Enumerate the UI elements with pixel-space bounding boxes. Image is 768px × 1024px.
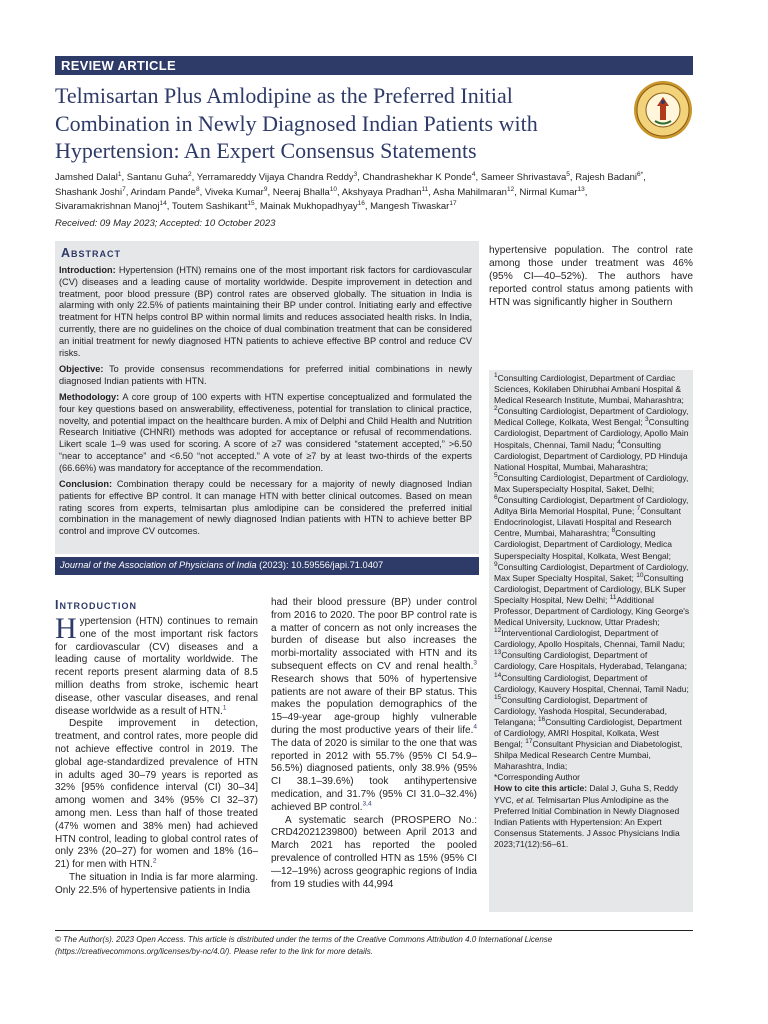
author-entry [273, 187, 337, 198]
how-to-cite [494, 783, 690, 850]
how-to-cite-text: Telmisartan Plus Amlodipine as the Preferred Initial Combination in Newly Diagnosed Indian Patients with Hypertension: An Expert Consensus Statements. J Assoc Physicians India 2023;71(12):56–61. [494, 794, 680, 849]
affiliations [494, 373, 690, 850]
affiliation-number: 16 [537, 716, 546, 724]
how-to-cite-etal: et al. [516, 794, 535, 805]
journal-doi: (2023): 10.59556/japi.71.0407 [256, 560, 384, 570]
intro-paragraph [55, 718, 258, 872]
title-line-2: Combination in Newly Diagnosed Indian Patients with [55, 110, 538, 136]
abstract-body [59, 265, 472, 543]
affiliation-text: Consulting Cardiologist, Department of Cardiology, Max Superspecialty Hospital, Saket, Delhi; [494, 472, 689, 494]
author-line: Sivaramakrishnan Manoj$^{14}$, Toutem Sashikant$^{15}$, Mainak Mukhopadhyay$^{16}$, Mangesh Tiwaskar$^{17}$ [55, 200, 457, 213]
author-entry [260, 201, 365, 212]
abstract-heading: Abstract [61, 246, 122, 260]
paragraph-text: Research shows that 50% of hypertensive patients are not aware of their BP status. This makes the population demographics of the 15–49-year age-group highly vulnerable during the most productive years of their life. [271, 673, 477, 736]
intro-paragraph [271, 815, 477, 892]
corresponding-author-note: *Corresponding Author [494, 772, 581, 783]
author-entry [342, 187, 429, 198]
abstract-paragraph [59, 265, 472, 359]
author-name: Toutem Sashikant [171, 201, 248, 213]
citation-ref[interactable]: 1 [222, 704, 227, 712]
abstract-text: Hypertension (HTN) remains one of the most important risk factors for cardiovascular (CV) diseases and a leading cause of mortality worldwide. Despite improvement in detection and treatment, poor blood pressure (BP) control rates are observed globally. The situation in India is alarming with only 22.5% of patients maintaining their BP under control. Initiating early and effective treatment for HTN helps control BP within normal limits and reduces associated health risks. In India, currently, there are no guidelines on the choice of dual combination treatment that can be considered an initial treatment for newly diagnosed HTN patients to achieve effective BP control and reduce CV risks. [59, 265, 472, 358]
affiliation-number: 9 [494, 560, 498, 568]
author-entry [363, 172, 476, 183]
author-list [55, 171, 693, 215]
affiliation-number: 3 [645, 416, 649, 424]
affiliation-number: 2 [494, 405, 498, 413]
author-name: Mainak Mukhopadhyay [259, 201, 358, 213]
author-affiliation-ref[interactable]: 4 [471, 170, 476, 178]
article-title [55, 82, 595, 165]
affiliation-number: 8 [611, 527, 616, 535]
abstract-label: Objective: [59, 363, 104, 374]
author-entry [172, 201, 255, 212]
author-affiliation-ref[interactable]: 9 [263, 185, 268, 193]
title-line-3: Hypertension: An Expert Consensus Statements [55, 138, 477, 163]
license-footer: © The Author(s). 2023 Open Access. This article is distributed under the terms of the Creative Commons Attribution 4.0 International License (https://creativecommons.org/licenses/by-nc/4.0/). Please refer to the link for more details. [55, 935, 553, 956]
abstract-text: To provide consensus recommendations for preferred initial combinations in newly diagnosed Indian patients with HTN. [59, 363, 473, 386]
author-affiliation-ref[interactable]: 2 [188, 170, 192, 178]
paragraph-text: Despite improvement in detection, treatment, and control rates, more people did not achieve effective control in 2019. The global age-standardized prevalence of HTN in adults aged 30–79 years is reported as 32% [95% confidence interval (CI) 30–34] among women and 34% (95% CI 32–37) among men. Less than half of those treated (47% women and 38% men) had achieved HTN control, leading to global control rates of only 23% (20–27) for women and 18% (16–21) for men with HTN. [55, 718, 258, 871]
affiliation-number: 14 [494, 671, 502, 679]
title-line-1: Telmisartan Plus Amlodipine as the Preferred Initial [55, 83, 513, 108]
affiliation-number: 1 [494, 372, 498, 380]
author-name: Santanu Guha [126, 172, 189, 183]
author-name: Mangesh Tiwaskar [370, 201, 450, 213]
author-name: Nirmal Kumar [519, 186, 578, 198]
affiliation-number: 4 [617, 438, 621, 446]
author-affiliation-ref[interactable]: 16 [357, 200, 365, 208]
author-name: Asha Mahilmaran [433, 186, 507, 198]
author-affiliation-ref[interactable]: 1 [117, 170, 122, 178]
author-affiliation-ref[interactable]: 10 [329, 185, 338, 193]
author-affiliation-ref[interactable]: 11 [421, 185, 429, 193]
introduction-heading: Introduction [55, 598, 137, 612]
intro-paragraph [55, 872, 258, 898]
affiliation-number: 17 [525, 738, 533, 746]
affiliation-number: 13 [494, 649, 502, 657]
paragraph-text: The data of 2020 is similar to the one that was reported in 2012 with 55.7% (95% CI 54.9–56.5%) diagnosed patients, only 38.9% (95% CI 38.1–39.6%) took antihypertensive medication, and 31.7% (95% CI 31.0–32.4%) achieved BP control. [271, 737, 477, 813]
author-affiliation-ref[interactable]: 14 [159, 200, 167, 208]
author-entry [575, 172, 643, 183]
abstract-label: Methodology: [59, 391, 120, 402]
affiliation-number: 10 [636, 571, 644, 579]
footer-rule [55, 930, 693, 931]
author-name: Akshyaya Pradhan [341, 186, 422, 198]
affiliation-text: Consultant Physician and Diabetologist, Shilpa Medical Research Centre Mumbai, Maharashtra, India; [494, 739, 683, 772]
citation-ref[interactable]: 3 [473, 659, 477, 667]
affiliation-text: Consulting Cardiologist, Department of Cardiology, Max Super Specialty Hospital, Saket; [494, 561, 689, 583]
affiliation-number: 12 [494, 627, 502, 635]
affiliation-text: Consulting Cardiologist, Department of Cardiology, Apollo Main Hospitals, Chennai, Tamil Nadu; [494, 417, 689, 450]
association-seal-icon [633, 80, 693, 140]
author-affiliation-ref[interactable]: 17 [449, 200, 457, 208]
affiliation-text: Consulting Cardiologist, Department of Cardiology, Care Hospitals, Hyderabad, Telangana; [494, 650, 687, 672]
affiliation-text: Consulting Cardiologist, Department of Cardiac Sciences, Kokilaben Dhirubhai Ambani Hospital & Medical Research Institute, Mumbai, Maharashtra; [494, 373, 684, 406]
affiliation-text: Consulting Cardiologist, Department of Cardiology, PD Hinduja National Hospital, Mumbai, Maharashtra; [494, 439, 688, 472]
affiliation-text: Consulting Cardiologist, Department of Cardiology, Yashoda Hospital, Secunderabad, Telangana; [494, 694, 667, 727]
author-entry [519, 187, 584, 198]
paragraph-text: ypertension (HTN) continues to remain one of the most important risk factors for cardiovascular (CV) diseases and a leading cause of mortality worldwide. The recent reports present alarming data of 8.5 million deaths from stroke, ischemic heart disease, other vascular diseases, and renal disease worldwide as a result of HTN. [55, 616, 258, 717]
author-name: Shashank Joshi [55, 186, 123, 198]
author-affiliation-ref[interactable]: 7 [122, 185, 126, 193]
author-affiliation-ref[interactable]: 3 [353, 170, 358, 178]
article-type-label: REVIEW ARTICLE [61, 58, 176, 73]
author-affiliation-ref[interactable]: 6* [637, 170, 644, 178]
affiliation-number: 6 [494, 494, 498, 502]
citation-ref[interactable]: 3,4 [362, 800, 372, 808]
affiliation-text: Consulting Cardiologist, Department of Cardiology, Medica Superspecialty Hospital, Kolkata, West Bengal; [494, 528, 672, 561]
author-affiliation-ref[interactable]: 15 [247, 200, 255, 208]
abstract-text: Combination therapy could be necessary for a majority of newly diagnosed Indian patients for effective BP control. It can manage HTN with better clinical outcomes. Based on mean rating scores from experts, telmisartan plus amlodipine can be considered the preferred initial combination in the management of newly diagnosed Indian patients with HTN to achieve better BP control and improve CV outcomes. [59, 479, 472, 537]
body-column-1 [55, 612, 258, 898]
affiliation-text: Consulting Cardiologist, Department of Cardiology, AMRI Hospital, Kolkata, West Bengal; [494, 716, 682, 750]
author-entry [197, 172, 357, 183]
affiliation-number: 11 [609, 594, 617, 602]
paragraph-text: The situation in India is far more alarming. Only 22.5% of hypertensive patients in India [55, 871, 258, 896]
author-name: Yerramareddy Vijaya Chandra Reddy [196, 172, 354, 183]
affiliation-number: 5 [494, 472, 498, 480]
author-entry [205, 187, 268, 198]
author-name: Neeraj Bhalla [272, 186, 330, 198]
author-affiliation-ref[interactable]: 13 [577, 185, 585, 193]
journal-name: Journal of the Association of Physicians of India [60, 560, 257, 570]
author-affiliation-ref[interactable]: 5 [566, 170, 570, 178]
abstract-paragraph [59, 392, 472, 475]
author-entry [55, 187, 126, 198]
affiliation-text: Consultant Endocrinologist, Lilavati Hospital and Research Centre, Mumbai, Maharashtra; [494, 506, 681, 539]
abstract-label: Conclusion: [59, 479, 113, 490]
author-line: Shashank Joshi$^7$, Arindam Pande$^8$, Viveka Kumar$^9$, Neeraj Bhalla$^{10}$, Akshyaya Pradhan$^{11}$, Asha Mahilmaran$^{12}$, Nirmal Kumar$^{13}$, [55, 185, 588, 198]
author-affiliation-ref[interactable]: 12 [506, 185, 515, 193]
citation-ref[interactable]: 4 [473, 723, 477, 731]
paragraph-text: A systematic search (PROSPERO No.: CRD42021239800) between April 2013 and March 2021 has reported the pooled prevalence of controlled HTN as 15% (95% CI—12–19%) across geographic regions of India from 19 studies with 44,994 [271, 814, 477, 890]
author-name: Viveka Kumar [204, 186, 264, 198]
affiliation-number: 7 [636, 505, 641, 513]
body-column-2 [271, 597, 477, 891]
how-to-cite-text: Dalal J, Guha S, Reddy YVC, [494, 783, 679, 805]
paragraph-text: had their blood pressure (BP) under control from 2016 to 2020. The poor BP control rate is a matter of concern as not only increases the burden of disease but also increases the morbi-mortality associated with HTN and its subsequent effects on CV and renal health. [271, 597, 477, 672]
author-entry [433, 187, 514, 198]
affiliation-text: Interventional Cardiologist, Department of Cardiology, Apollo Hospitals, Chennai, Tamil Nadu; [494, 628, 686, 650]
body-column-3 [489, 244, 693, 309]
author-name: Chandrashekhar K Ponde [362, 172, 472, 183]
received-accepted-dates: Received: 09 May 2023; Accepted: 10 October 2023 [55, 218, 276, 229]
intro-paragraph [271, 597, 477, 815]
article-type-band [55, 56, 693, 75]
affiliation-text: Consulting Cardiologist, Department of Cardiology, BLK Super Specialty Hospital, New Delhi; [494, 572, 686, 605]
journal-doi-bar [55, 557, 479, 575]
abstract-text: A core group of 100 experts with HTN expertise conceptualized and formulated the four key questions based on answerability, effectiveness, potential for translation to clinical practice, novelty, and potential impact on the healthcare burden. A mix of Delphi and Child Health and Nutrition Research Initiative (CHNRI) methods was adopted for acceptance or refusal of recommendations. Likert scale 1–9 was used for scoring. A score of ≥7 was considered “statement accepted,” >6.50 “near to acceptance” and <6.50 “not accepted.” A vote of ≥7 by at least two-thirds of the experts (66.66%) was mandatory for acceptance of the recommendation. [59, 391, 473, 473]
how-to-cite-label: How to cite this article: [494, 783, 588, 794]
author-entry [55, 172, 121, 183]
author-name: Sivaramakrishnan Manoj [55, 201, 160, 213]
author-entry [55, 201, 167, 212]
intro-paragraph: hypertensive population. The control rate among those under treatment was 46% (95% CI—40–52%). The authors have reported control status among patients with HTN was significantly higher in Southern [489, 245, 693, 308]
journal-citation [60, 560, 383, 570]
author-entry [127, 172, 192, 183]
author-name: Rajesh Badani [575, 172, 637, 183]
author-name: Sameer Shrivastava [480, 172, 567, 183]
affiliation-text: Additional Professor, Department of Cardiology, King George's Medical University, Lucknow, Uttar Pradesh; [494, 594, 690, 628]
abstract-paragraph [59, 479, 472, 538]
abstract-paragraph [59, 364, 472, 388]
author-entry [481, 172, 570, 183]
author-name: Arindam Pande [130, 186, 196, 198]
author-name: Jamshed Dalal [55, 172, 118, 183]
abstract-label: Introduction: [59, 265, 116, 275]
citation-ref[interactable]: 2 [152, 857, 157, 865]
affiliation-number: 15 [494, 693, 502, 701]
author-affiliation-ref[interactable]: 8 [195, 185, 200, 193]
affiliation-text: Consulting Cardiologist, Department of Cardiology, Kauvery Hospital, Chennai, Tamil Nadu; [494, 672, 689, 694]
affiliation-text: Consulting Cardiologist, Department of Cardiology, Aditya Birla Memorial Hospital, Pune; [494, 495, 689, 517]
affiliation-list [494, 373, 690, 772]
author-entry [130, 187, 199, 198]
drop-cap: H [55, 612, 77, 645]
author-line: Jamshed Dalal$^1$, Santanu Guha$^2$, Yerramareddy Vijaya Chandra Reddy$^3$, Chandrashekhar K Ponde$^4$, Sameer Shrivastava$^5$, Rajesh Badani$^{6*}$, [55, 170, 646, 183]
author-entry [370, 201, 456, 212]
affiliation-text: Consulting Cardiologist, Department of Cardiology, Medical College, Kolkata, West Bengal; [494, 406, 689, 428]
intro-paragraph [55, 612, 258, 718]
